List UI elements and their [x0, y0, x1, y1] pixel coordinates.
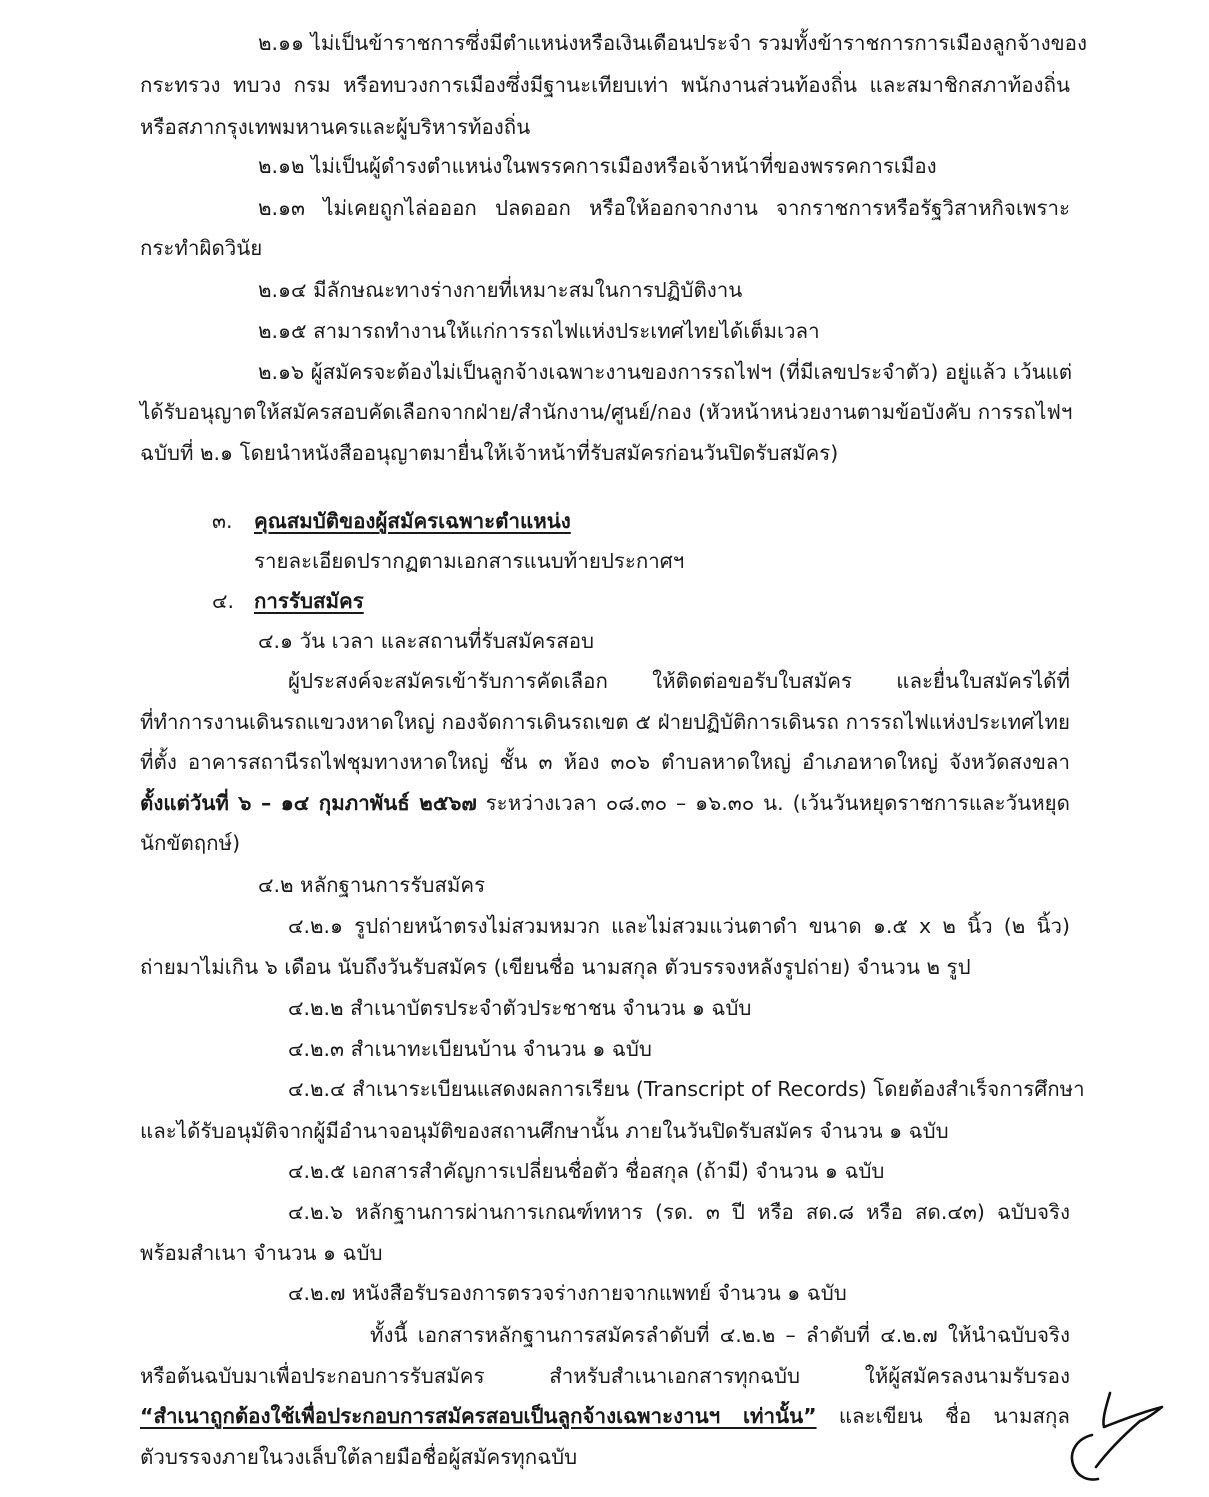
item-2-14: ๒.๑๔ มีลักษณะทางร่างกายที่เหมาะสมในการปฏิบัติงาน: [258, 278, 743, 302]
item-4-2-6-line-1: ๔.๒.๖ หลักฐานการผ่านการเกณฑ์ทหาร (รด. ๓ ปี หรือ สด.๘ หรือ สด.๔๓) ฉบับจริง: [288, 1200, 1070, 1224]
handwritten-signature-mark: [1062, 1385, 1172, 1485]
final-para-line-4: ตัวบรรจงภายในวงเล็บใต้ลายมือชื่อผู้สมัครทุกฉบับ: [140, 1445, 578, 1469]
item-4-2-4-line-2: และได้รับอนุมัติจากผู้มีอำนาจอนุมัติของสถานศึกษานั้น ภายในวันปิดรับสมัคร จำนวน ๑ ฉบับ: [140, 1119, 949, 1143]
item-4-1-para-line-4: [140, 788, 1070, 818]
application-dates: ตั้งแต่วันที่ ๖ – ๑๔ กุมภาพันธ์ ๒๕๖๗: [140, 791, 477, 815]
application-hours: ระหว่างเวลา ๐๘.๓๐ – ๑๖.๓๐ น. (เว้นวันหยุดราชการและวันหยุด: [476, 791, 1070, 815]
section-4-number: ๔.: [212, 589, 235, 613]
item-2-16-line-2: ได้รับอนุญาตให้สมัครสอบคัดเลือกจากฝ่าย/สำนักงาน/ศูนย์/กอง (หัวหน้าหน่วยงานตามข้อบังคับ การรถไฟฯ: [140, 400, 1073, 424]
section-3-title: คุณสมบัติของผู้สมัครเฉพาะตำแหน่ง: [254, 509, 571, 533]
certification-phrase: “สำเนาถูกต้องใช้เพื่อประกอบการสมัครสอบเป็นลูกจ้างเฉพาะงานฯ เท่านั้น”: [140, 1404, 817, 1428]
final-para-line-3-rest: และเขียน ชื่อ นามสกุล: [816, 1404, 1070, 1428]
final-para-line-1: ทั้งนี้ เอกสารหลักฐานการสมัครลำดับที่ ๔.๒.๒ – ลำดับที่ ๔.๒.๗ ให้นำฉบับจริง: [370, 1323, 1070, 1347]
item-4-1-para-line-5: นักขัตฤกษ์): [140, 831, 241, 855]
item-4-2-5: ๔.๒.๕ เอกสารสำคัญการเปลี่ยนชื่อตัว ชื่อสกุล (ถ้ามี) จำนวน ๑ ฉบับ: [288, 1159, 885, 1183]
item-2-15: ๒.๑๕ สามารถทำงานให้แก่การรถไฟแห่งประเทศไทยได้เต็มเวลา: [258, 319, 820, 343]
final-para-line-3: [140, 1401, 1070, 1431]
item-4-2-1-line-1: ๔.๒.๑ รูปถ่ายหน้าตรงไม่สวมหมวก และไม่สวมแว่นตาดำ ขนาด ๑.๕ x ๒ นิ้ว (๒ นิ้ว): [288, 914, 1070, 938]
item-2-11-line-2: กระทรวง ทบวง กรม หรือทบวงการเมืองซึ่งมีฐานะเทียบเท่า พนักงานส่วนท้องถิ่น และสมาชิกสภาท้องถิ่น: [140, 73, 1070, 97]
item-2-12: ๒.๑๒ ไม่เป็นผู้ดำรงตำแหน่งในพรรคการเมืองหรือเจ้าหน้าที่ของพรรคการเมือง: [258, 154, 937, 178]
item-2-11-line-1: ๒.๑๑ ไม่เป็นข้าราชการซึ่งมีตำแหน่งหรือเงินเดือนประจำ รวมทั้งข้าราชการการเมืองลูกจ้างของ: [258, 31, 1087, 55]
item-4-2-6-line-2: พร้อมสำเนา จำนวน ๑ ฉบับ: [140, 1241, 383, 1265]
section-4-title: การรับสมัคร: [254, 589, 364, 613]
item-4-1-para-line-1: ผู้ประสงค์จะสมัครเข้ารับการคัดเลือก ให้ติดต่อขอรับใบสมัคร และยื่นใบสมัครได้ที่: [288, 669, 1070, 693]
item-4-1-para-line-3: ที่ตั้ง อาคารสถานีรถไฟชุมทางหาดใหญ่ ชั้น ๓ ห้อง ๓๐๖ ตำบลหาดใหญ่ อำเภอหาดใหญ่ จังหวัดสงขลา: [140, 750, 1070, 774]
item-4-2: ๔.๒ หลักฐานการรับสมัคร: [258, 873, 486, 897]
final-para-line-2: หรือต้นฉบับมาเพื่อประกอบการรับสมัคร สำหรับสำเนาเอกสารทุกฉบับ ให้ผู้สมัครลงนามรับรอง: [140, 1364, 1070, 1388]
item-4-2-7: ๔.๒.๗ หนังสือรับรองการตรวจร่างกายจากแพทย์ จำนวน ๑ ฉบับ: [288, 1281, 847, 1305]
item-2-11-line-3: หรือสภากรุงเทพมหานครและผู้บริหารท้องถิ่น: [140, 115, 531, 139]
item-4-2-1-line-2: ถ่ายมาไม่เกิน ๖ เดือน นับถึงวันรับสมัคร (เขียนชื่อ นามสกุล ตัวบรรจงหลังรูปถ่าย) จำนวน ๒ รูป: [140, 955, 971, 979]
item-4-2-3: ๔.๒.๓ สำเนาทะเบียนบ้าน จำนวน ๑ ฉบับ: [288, 1037, 652, 1061]
section-3-body: รายละเอียดปรากฏตามเอกสารแนบท้ายประกาศฯ: [254, 549, 685, 573]
item-4-1-para-line-2: ที่ทำการงานเดินรถแขวงหาดใหญ่ กองจัดการเดินรถเขต ๕ ฝ่ายปฏิบัติการเดินรถ การรถไฟแห่งประเทศไทย: [140, 710, 1070, 734]
item-2-16-line-3: ฉบับที่ ๒.๑ โดยนำหนังสืออนุญาตมายื่นให้เจ้าหน้าที่รับสมัครก่อนวันปิดรับสมัคร): [140, 441, 839, 465]
section-3-number: ๓.: [212, 509, 233, 533]
item-2-16-line-1: ๒.๑๖ ผู้สมัครจะต้องไม่เป็นลูกจ้างเฉพาะงานของการรถไฟฯ (ที่มีเลขประจำตัว) อยู่แล้ว เว้นแต่: [258, 360, 1073, 384]
item-4-1: ๔.๑ วัน เวลา และสถานที่รับสมัครสอบ: [258, 629, 595, 653]
item-2-13-line-2: กระทำผิดวินัย: [140, 236, 263, 260]
item-4-2-4-line-1: ๔.๒.๔ สำเนาระเบียนแสดงผลการเรียน (Transcript of Records) โดยต้องสำเร็จการศึกษา: [288, 1077, 1085, 1101]
item-2-13-line-1: ๒.๑๓ ไม่เคยถูกไล่อออก ปลดออก หรือให้ออกจากงาน จากราชการหรือรัฐวิสาหกิจเพราะ: [258, 196, 1070, 220]
item-4-2-2: ๔.๒.๒ สำเนาบัตรประจำตัวประชาชน จำนวน ๑ ฉบับ: [288, 996, 752, 1020]
